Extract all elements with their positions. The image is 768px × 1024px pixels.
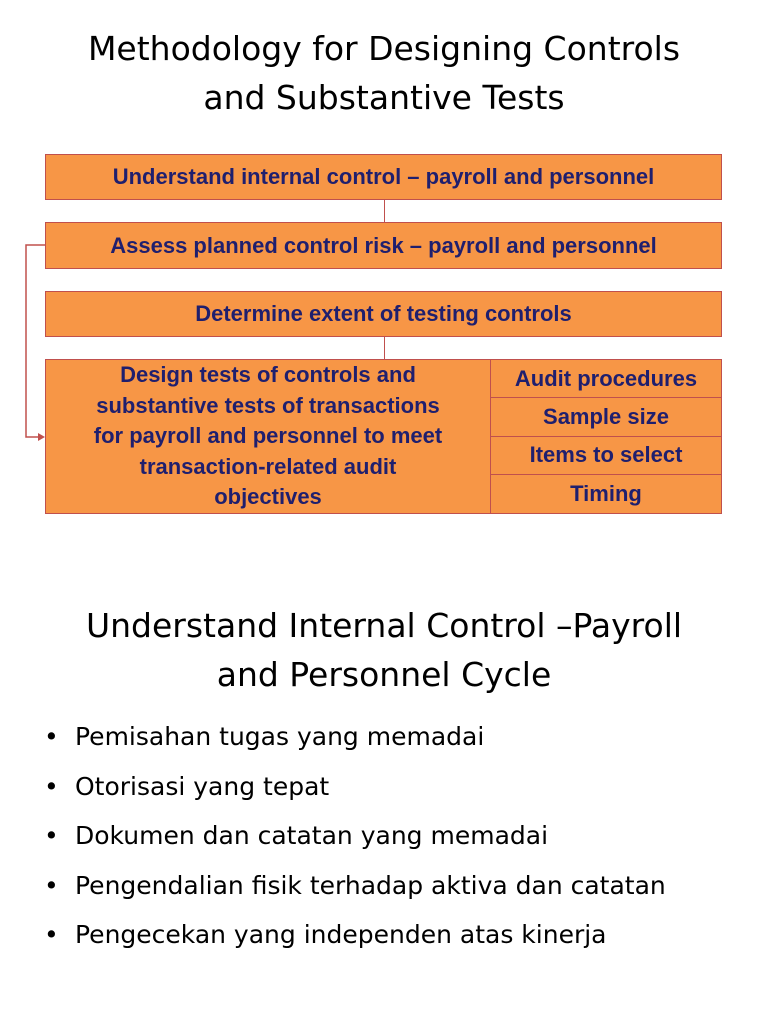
step-label: Determine extent of testing controls — [195, 301, 572, 326]
title-line-1: Methodology for Designing Controls — [87, 29, 681, 68]
bullet-icon: • — [44, 771, 59, 801]
design-components — [491, 360, 721, 513]
bullet-icon: • — [44, 821, 59, 850]
list-item — [44, 910, 666, 960]
design-line: objectives — [214, 484, 322, 510]
bullet-text: Otorisasi yang tepat — [75, 771, 330, 801]
bullet-text: Pemisahan tugas yang memadai — [75, 722, 485, 751]
title-line-2: and Personnel Cycle — [216, 655, 552, 694]
slide-title-understand-internal-control — [0, 601, 768, 699]
step-label: Assess planned control risk – payroll and personnel — [110, 232, 657, 258]
bullet-icon: • — [44, 870, 59, 900]
title-line-1: Understand Internal Control –Payroll — [85, 606, 683, 645]
design-line: for payroll and personnel to meet — [93, 423, 443, 449]
cell-sample-size: Sample size — [491, 398, 721, 436]
bullet-text: Pengecekan yang independen atas kinerja — [75, 920, 607, 949]
cell-timing: Timing — [570, 480, 642, 506]
bullet-list — [44, 712, 666, 960]
step-determine-extent — [45, 291, 722, 337]
design-line: substantive tests of transactions — [96, 392, 440, 418]
list-item — [44, 811, 666, 861]
slide-title-methodology — [0, 24, 768, 122]
step-design-tests — [45, 359, 722, 514]
design-line: Design tests of controls and — [120, 362, 416, 388]
connector-line-1 — [384, 200, 385, 222]
bullet-icon: • — [44, 920, 59, 949]
step-assess-control-risk — [45, 222, 722, 269]
cell-audit-procedures: Audit procedures — [491, 360, 721, 398]
list-item — [44, 712, 666, 762]
cell-items-to-select: Items to select — [491, 437, 721, 475]
title-line-2: and Substantive Tests — [203, 78, 565, 117]
list-item — [44, 861, 666, 911]
design-tests-description — [46, 360, 491, 513]
bullet-icon: • — [44, 722, 59, 751]
list-item — [44, 762, 666, 812]
bullet-text: Dokumen dan catatan yang memadai — [75, 821, 549, 850]
step-understand-internal-control — [45, 154, 722, 200]
step-label: Understand internal control – payroll and personnel — [112, 164, 655, 189]
bullet-text: Pengendalian fisik terhadap aktiva dan catatan — [75, 870, 666, 900]
connector-line-3 — [384, 337, 385, 359]
design-line: transaction-related audit — [139, 453, 397, 479]
